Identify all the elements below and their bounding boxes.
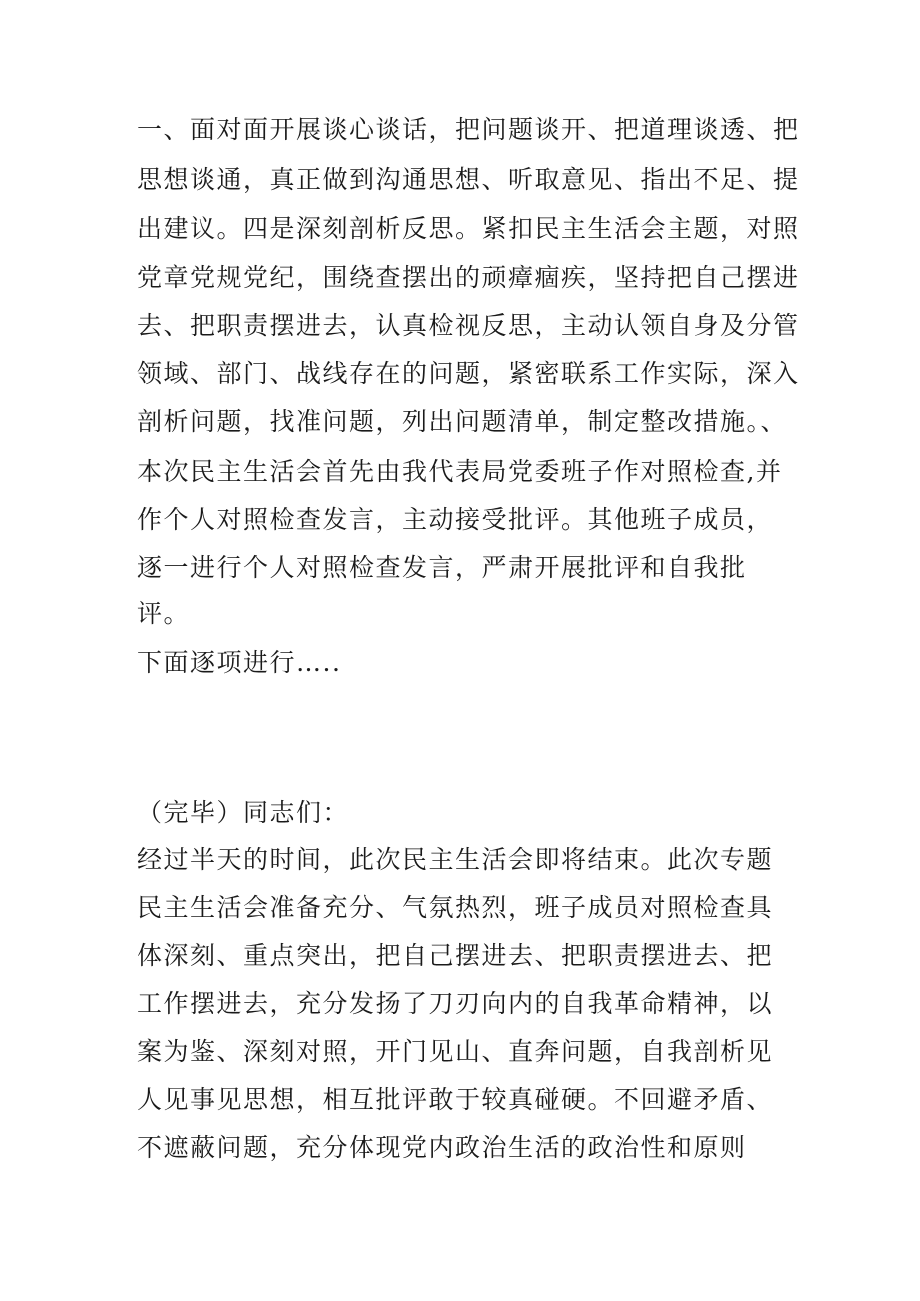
text-line: 作个人对照检查发言，主动接受批评。其他班子成员， <box>137 505 774 534</box>
text-line: 一、面对面开展谈心谈话，把问题谈开、把道理谈透、把 <box>137 115 800 144</box>
text-line: 工作摆进去，充分发扬了刀刃向内的自我革命精神，以 <box>137 989 774 1018</box>
text-line: 经过半天的时间，此次民主生活会即将结束。此次专题 <box>137 845 774 874</box>
text-line: 党章党规党纪，围绕查摆出的顽瘴痼疾，坚持把自己摆进 <box>137 263 800 292</box>
text-line: 思想谈通，真正做到沟通思想、听取意见、指出不足、提 <box>137 165 800 194</box>
text-line: 案为鉴、深刻对照，开门见山、直奔问题，自我剖析见 <box>137 1037 774 1066</box>
text-line: 逐一进行个人对照检查发言，严肃开展批评和自我批 <box>137 553 747 582</box>
text-line: 评。 <box>137 599 191 628</box>
text-line: 人见事见思想，相互批评敢于较真碰硬。不回避矛盾、 <box>137 1085 774 1114</box>
text-line: 出建议。四是深刻剖析反思。紧扣民主生活会主题，对照 <box>137 214 800 243</box>
text-line: 去、把职责摆进去，认真检视反思，主动认领自身及分管 <box>137 311 800 340</box>
text-line: 剖析问题，找准问题，列出问题清单，制定整改措施。、 <box>137 407 788 436</box>
text-line: 本次民主生活会首先由我代表局党委班子作对照检查,并 <box>137 457 783 486</box>
text-line: （完毕）同志们： <box>137 798 350 827</box>
text-line: 不遮蔽问题，充分体现党内政治生活的政治性和原则 <box>137 1133 747 1162</box>
text-line: 下面逐项进行….. <box>137 648 342 677</box>
text-line: 体深刻、重点突出，把自己摆进去、把职责摆进去、把 <box>137 941 774 970</box>
text-line: 领域、部门、战线存在的问题，紧密联系工作实际，深入 <box>137 359 800 388</box>
text-line: 民主生活会准备充分、气氛热烈，班子成员对照检查具 <box>137 893 774 922</box>
